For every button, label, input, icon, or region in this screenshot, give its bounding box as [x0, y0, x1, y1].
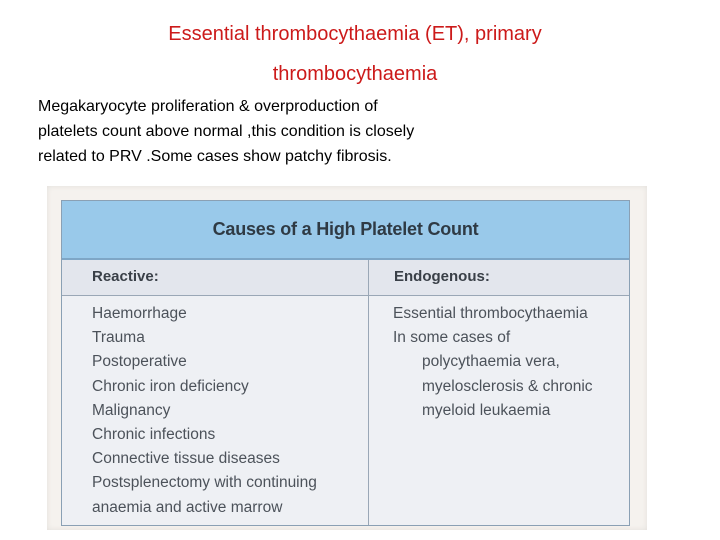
- causes-table: [61, 200, 630, 526]
- list-item: anaemia and active marrow: [92, 498, 283, 516]
- list-item: In some cases of: [393, 329, 511, 347]
- list-item: myeloid leukaemia: [422, 401, 551, 419]
- list-item: Essential thrombocythaemia: [393, 305, 588, 322]
- column-divider: [368, 260, 369, 525]
- list-item: Trauma: [92, 329, 145, 347]
- title-line-2: thrombocythaemia: [272, 63, 438, 85]
- reactive-causes-list: [92, 302, 362, 520]
- list-item: Malignancy: [92, 401, 171, 419]
- column-header-row: [62, 260, 629, 296]
- slide-title: [0, 14, 710, 94]
- body-line-1: Megakaryocyte proliferation & overproduction of: [38, 98, 378, 115]
- column-header-endogenous: Endogenous:: [394, 268, 490, 285]
- body-line-2: platelets count above normal ,this condition is closely: [38, 123, 415, 140]
- list-item: Chronic iron deficiency: [92, 377, 249, 395]
- endogenous-causes-list: [393, 302, 623, 423]
- list-item: Postoperative: [92, 353, 187, 371]
- list-item: myelosclerosis & chronic: [422, 377, 593, 395]
- column-header-reactive: Reactive:: [92, 268, 159, 285]
- body-paragraph: [38, 94, 538, 169]
- list-item: Haemorrhage: [92, 305, 187, 322]
- title-line-1: Essential thrombocythaemia (ET), primary: [168, 23, 542, 45]
- list-item: polycythaemia vera,: [422, 353, 560, 371]
- list-item: Postsplenectomy with continuing: [92, 474, 317, 492]
- table-heading: Causes of a High Platelet Count: [62, 201, 629, 260]
- body-line-3: related to PRV .Some cases show patchy fibrosis.: [38, 148, 392, 165]
- list-item: Connective tissue diseases: [92, 450, 280, 468]
- list-item: Chronic infections: [92, 426, 216, 444]
